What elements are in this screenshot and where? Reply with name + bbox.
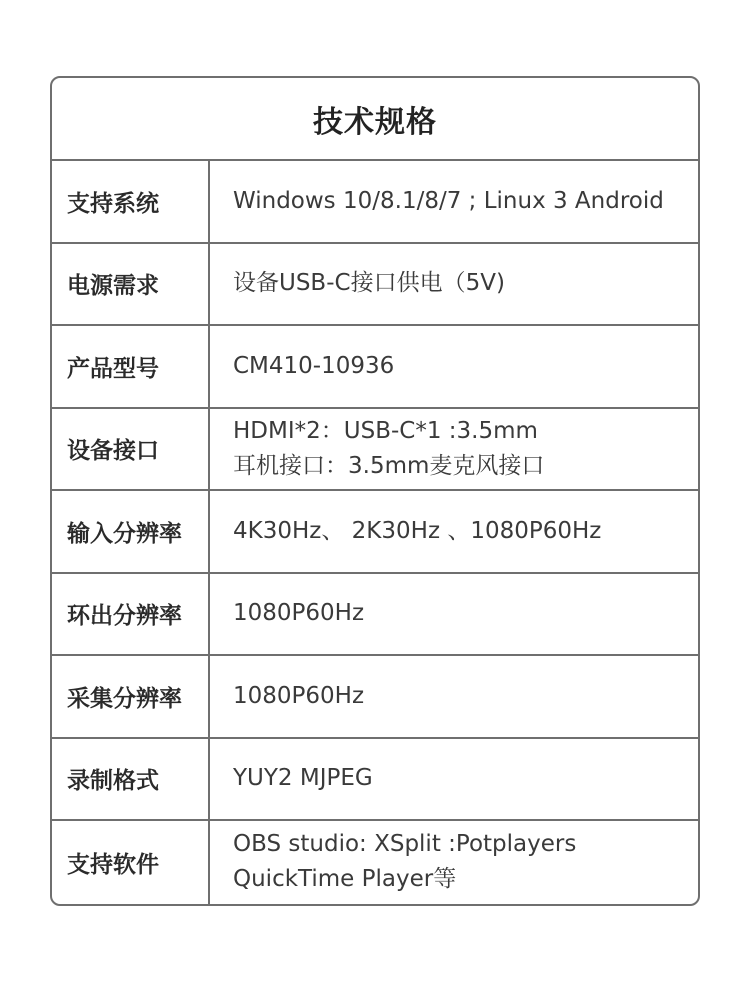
row-value (210, 574, 698, 655)
row-value (210, 739, 698, 820)
spec-row-os (52, 161, 698, 244)
row-label: 采集分辨率 (52, 656, 210, 737)
row-value-line: 4K30Hz、 2K30Hz 、1080P60Hz (233, 517, 602, 544)
row-value-line: OBS studio: XSplit :Potplayers (233, 831, 577, 858)
spec-row-record-format (52, 739, 698, 822)
spec-row-power (52, 244, 698, 327)
row-value-line: 设备USB-C接口供电（5V) (233, 270, 505, 297)
row-value-line: HDMI*2：USB-C*1 :3.5mm (233, 417, 538, 444)
spec-row-ports (52, 409, 698, 492)
row-value-line: 1080P60Hz (233, 682, 365, 709)
spec-row-capture-resolution (52, 656, 698, 739)
row-value (210, 409, 698, 490)
row-value (210, 244, 698, 325)
row-value (210, 161, 698, 242)
title-row (52, 78, 698, 161)
row-value (210, 821, 698, 904)
spec-row-model (52, 326, 698, 409)
spec-row-loop-resolution (52, 574, 698, 657)
row-label: 电源需求 (52, 244, 210, 325)
row-label: 环出分辨率 (52, 574, 210, 655)
spec-row-software (52, 821, 698, 904)
row-value-line: Windows 10/8.1/8/7 ; Linux 3 Android (233, 187, 664, 214)
table-title: 技术规格 (313, 104, 437, 140)
row-value-line: YUY2 MJPEG (233, 765, 373, 792)
row-label: 支持软件 (52, 821, 210, 904)
row-label: 输入分辨率 (52, 491, 210, 572)
row-label: 录制格式 (52, 739, 210, 820)
row-value-line: 耳机接口：3.5mm麦克风接口 (233, 452, 545, 479)
row-value-line: 1080P60Hz (233, 600, 365, 627)
spec-row-input-resolution (52, 491, 698, 574)
row-value (210, 656, 698, 737)
row-label: 支持系统 (52, 161, 210, 242)
row-label: 产品型号 (52, 326, 210, 407)
row-value-line: QuickTime Player等 (233, 866, 457, 893)
spec-table (50, 76, 700, 906)
row-value-line: CM410-10936 (233, 352, 395, 379)
row-label: 设备接口 (52, 409, 210, 490)
row-value (210, 326, 698, 407)
row-value (210, 491, 698, 572)
